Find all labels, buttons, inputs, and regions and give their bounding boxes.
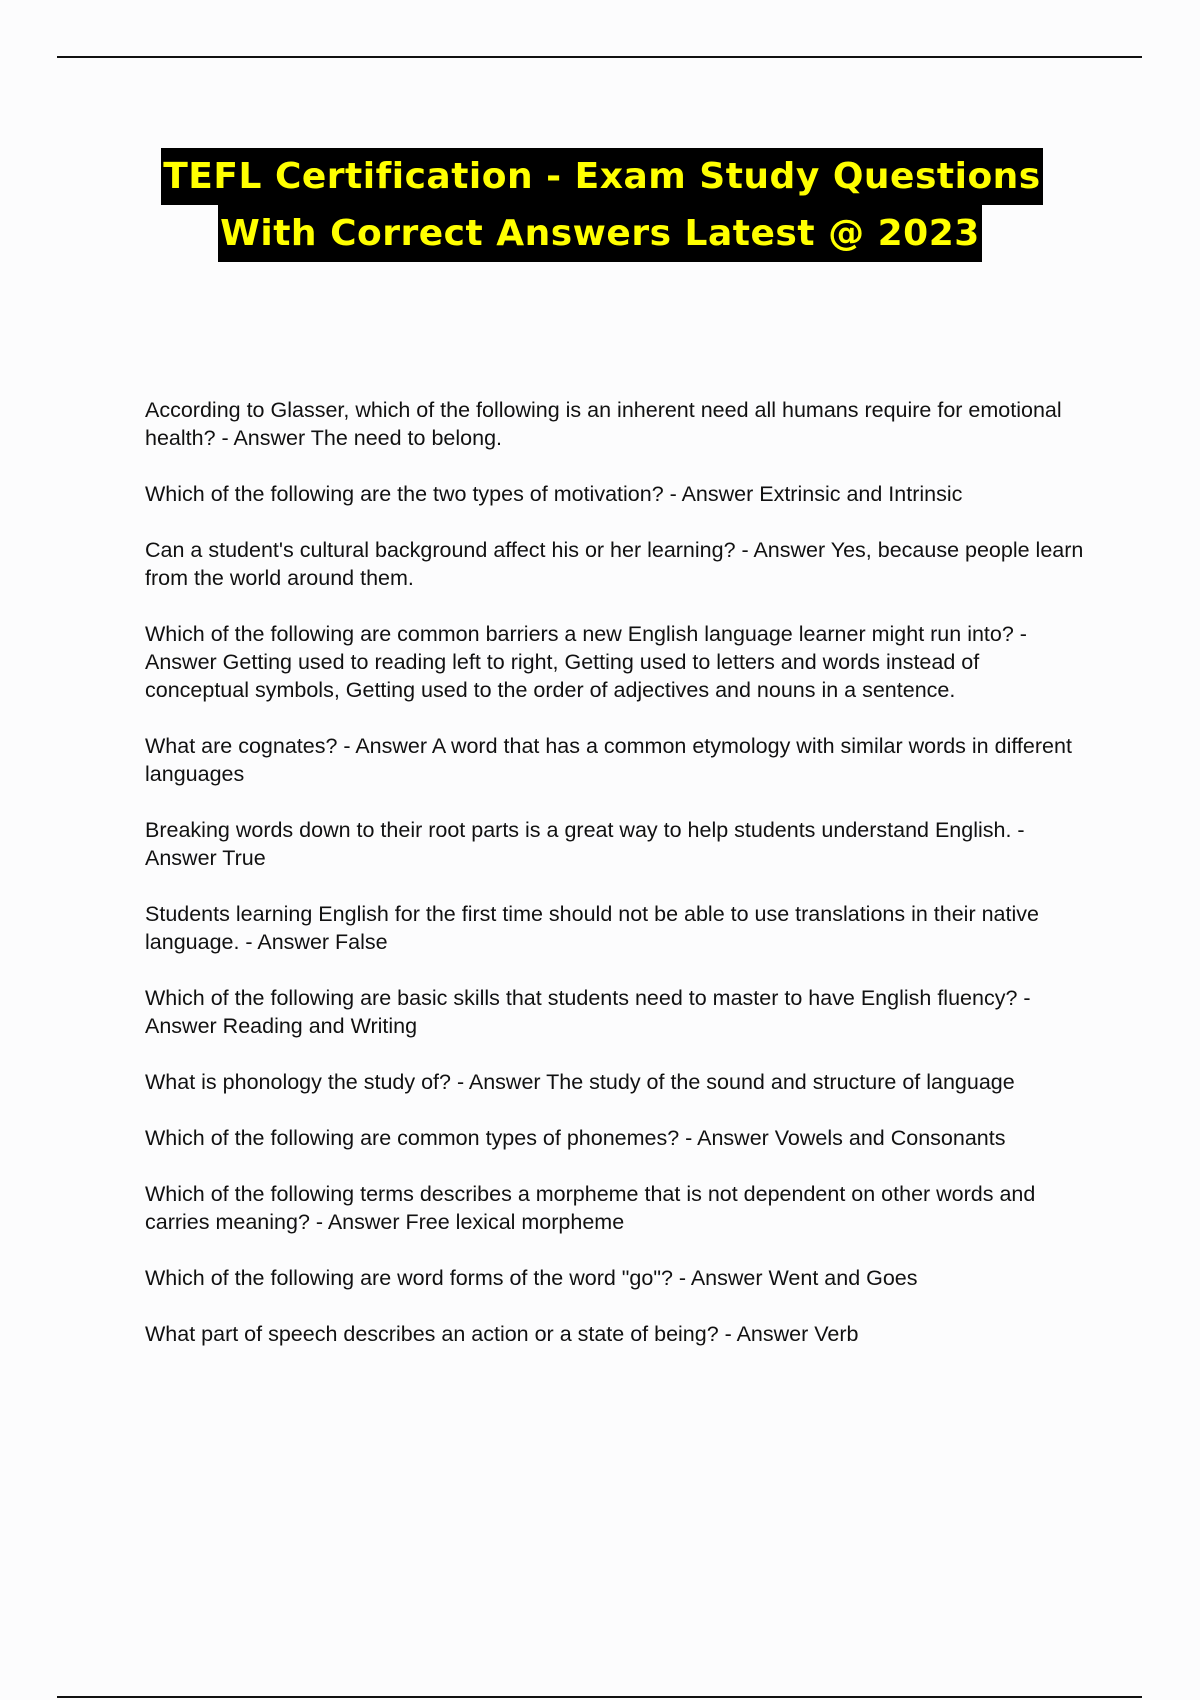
qa-item: Which of the following are common types of phonemes? - Answer Vowels and Consonants bbox=[145, 1126, 1006, 1150]
qa-item: Which of the following are basic skills that students need to master to have English fluency? - Answer Reading and Writing bbox=[145, 986, 1031, 1038]
top-divider bbox=[57, 56, 1142, 58]
title-line-2: With Correct Answers Latest @ 2023 bbox=[218, 205, 982, 262]
qa-item: Which of the following are the two types of motivation? - Answer Extrinsic and Intrinsic bbox=[145, 482, 963, 506]
document-title bbox=[0, 148, 1200, 262]
qa-item: Which of the following terms describes a morpheme that is not dependent on other words and carries meaning? - Answer Free lexical morpheme bbox=[145, 1182, 1036, 1234]
qa-item: What is phonology the study of? - Answer The study of the sound and structure of language bbox=[145, 1070, 1015, 1094]
qa-item: According to Glasser, which of the following is an inherent need all humans require for emotional health? - Answer The need to belong. bbox=[145, 398, 1062, 450]
qa-item: Can a student's cultural background affect his or her learning? - Answer Yes, because people learn from the world around them. bbox=[145, 538, 1084, 590]
title-line-1: TEFL Certification - Exam Study Questions bbox=[161, 148, 1043, 205]
qa-item: What are cognates? - Answer A word that has a common etymology with similar words in different languages bbox=[145, 734, 1072, 786]
bottom-divider bbox=[57, 1696, 1142, 1698]
qa-list bbox=[145, 396, 1085, 1376]
qa-item: Which of the following are common barriers a new English language learner might run into? - Answer Getting used to reading left to right, Getting used to letters and words instead of conceptual symbols, Getting used to the order of adjectives and nouns in a sentence. bbox=[145, 622, 1027, 702]
qa-item: Breaking words down to their root parts is a great way to help students understand English. - Answer True bbox=[145, 818, 1025, 870]
qa-item: Students learning English for the first time should not be able to use translations in their native language. - Answer False bbox=[145, 902, 1039, 954]
qa-item: Which of the following are word forms of the word "go"? - Answer Went and Goes bbox=[145, 1266, 918, 1290]
qa-item: What part of speech describes an action or a state of being? - Answer Verb bbox=[145, 1322, 859, 1346]
